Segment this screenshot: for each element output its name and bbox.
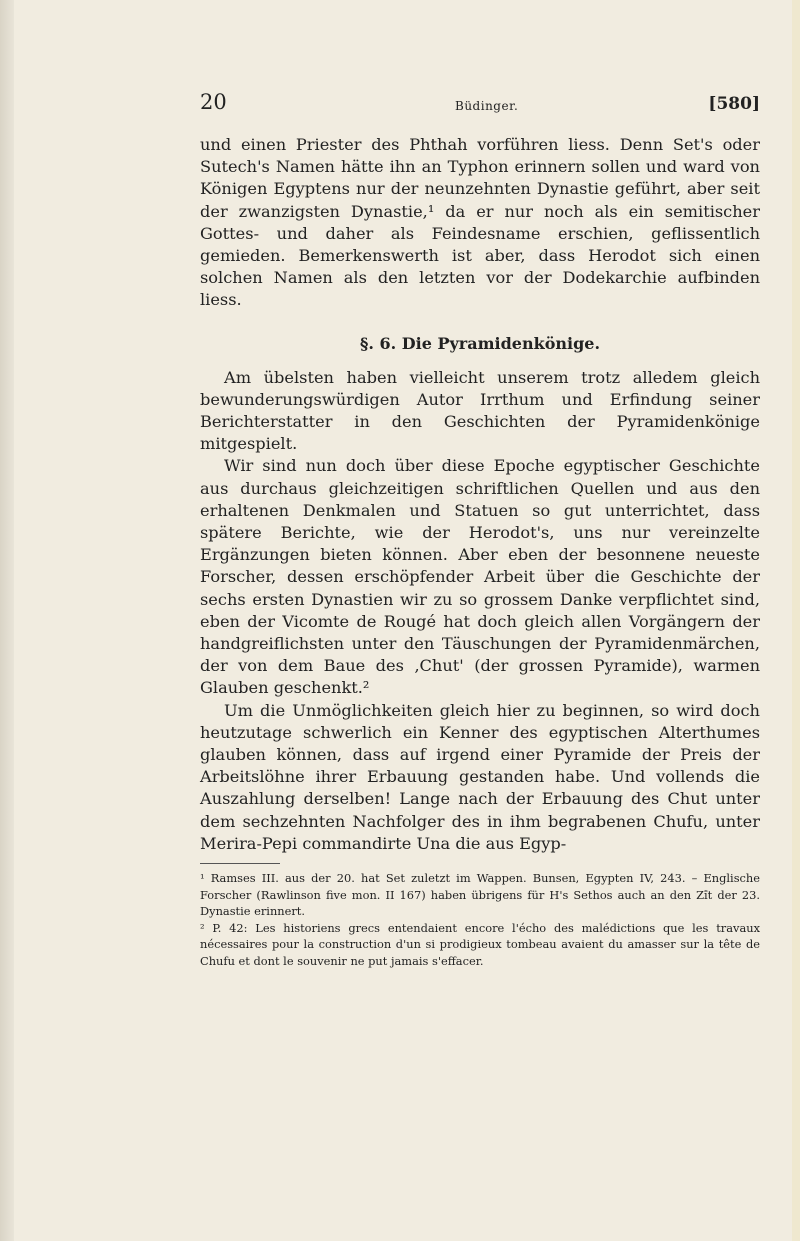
- page-header: [200, 90, 760, 134]
- page-number: 20: [200, 90, 227, 114]
- section-heading: §. 6. Die Pyramidenkönige.: [359, 333, 601, 353]
- page-edge: [792, 0, 800, 1241]
- page-binding: [0, 0, 14, 1241]
- running-title: Büdinger.: [455, 99, 519, 113]
- footnote-1: ¹ Ramses III. aus der 20. hat Set zuletzt im Wappen. Bunsen, Egypten IV, 243. – Englische Forscher (Rawlinson five mon. II 167) haben übrigens für H's Sethos auch an den Zi̇̄t der 23. Dynastie erinnert.: [200, 871, 760, 919]
- paragraph-2: Wir sind nun doch über diese Epoche egyptischer Geschichte aus durchaus gleichzeitigen schriftlichen Quellen und aus den erhaltenen Denkmalen und Statuen so gut unterrichtet, dass spätere Berichte, wie der Herodot's, uns nur vereinzelte Ergänzungen bieten können. Aber eben der besonnene neueste Forscher, dessen erschöpfender Arbeit über die Geschichte der sechs ersten Dynastien wir zu so grossem Danke verpflichtet sind, eben der Vicomte de Rougé hat doch gleich allen Vorgängern der handgreiflichsten unter den Täuschungen der Pyramidenmärchen, der von dem Baue des ‚Chut' (der grossen Pyramide), warmen Glauben geschenkt.²: [200, 456, 760, 698]
- footnote-rule: [200, 863, 280, 864]
- footnote-2: ² P. 42: Les historiens grecs entendaient encore l'écho des malédictions que les travaux nécessaires pour la construction d'un si prodigieux tombeau avaient du amasser sur la tête de Chufu et dont le souvenir ne put jamais s'effacer.: [200, 920, 760, 968]
- body-text: [200, 134, 760, 855]
- paragraph-1: Am übelsten haben vielleicht unserem trotz alledem gleich bewunderungswürdigen Autor Irrthum und Erfindung seiner Berichterstatter in den Geschichten der Pyramidenkönige mitgespielt.: [200, 367, 760, 454]
- paragraph-intro: und einen Priester des Phthah vorführen liess. Denn Set's oder Sutech's Namen hätte ihn an Typhon erinnern sollen und ward von Königen Egyptens nur der neunzehnten Dynastie geführt, aber seit der zwanzigsten Dynastie,¹ da er nur noch als ein semitischer Gottes- und daher als Feindesname erschien, geflissentlich gemieden. Bemerkenswerth ist aber, dass Herodot sich einen solchen Namen als den letzten vor der Dodekarchie aufbinden liess.: [200, 135, 760, 310]
- paragraph-3: Um die Unmöglichkeiten gleich hier zu beginnen, so wird doch heutzutage schwerlich ein Kenner des egyptischen Alterthumes glauben können, dass auf irgend einer Pyramide der Preis der Arbeitslöhne ihrer Erbauung gestanden habe. Und vollends die Auszahlung derselben! Lange nach der Erbauung des Chut unter dem sechzehnten Nachfolger des in ihm begrabenen Chufu, unter Merira-Pepi commandirte Una die aus Egyp-: [200, 700, 760, 853]
- footnotes: [200, 870, 760, 969]
- page-content: [200, 90, 760, 969]
- original-page-number: [580]: [708, 94, 760, 114]
